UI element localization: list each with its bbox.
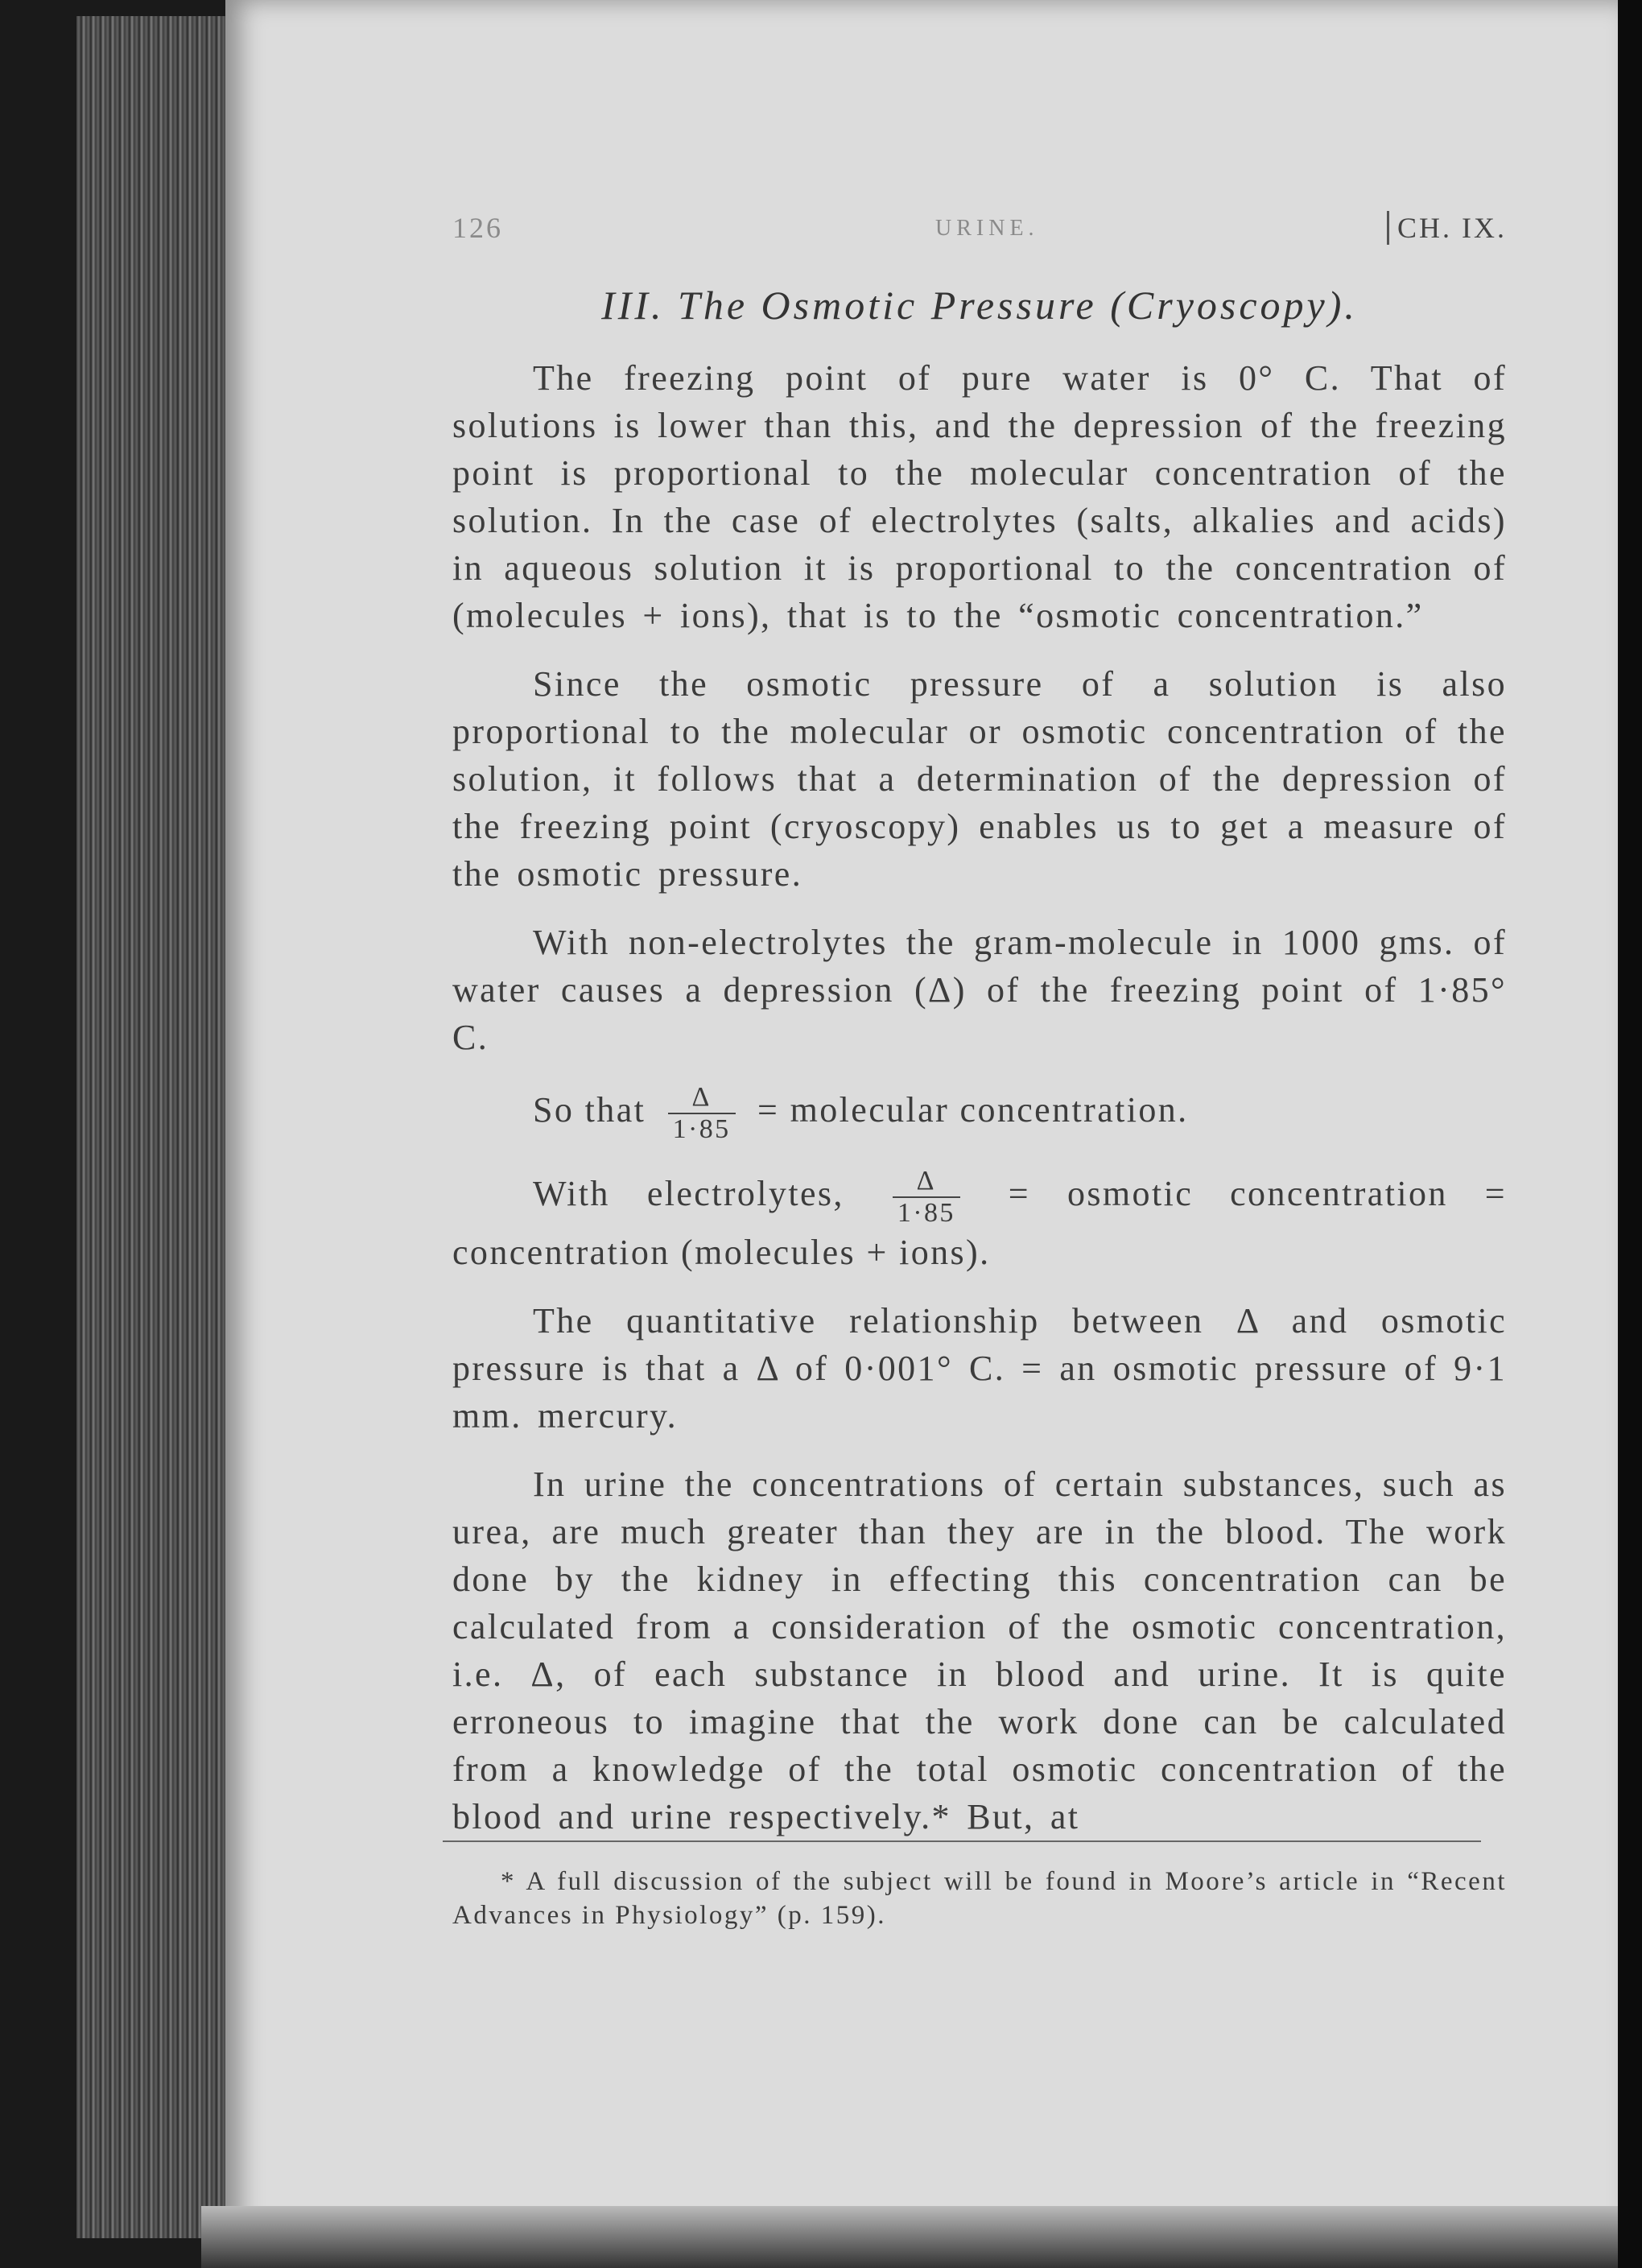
- footnote-text: * A full discussion of the subject will be found in Moore’s article in “Recent Advances in Physiology” (p. 159).: [452, 1867, 1507, 1930]
- formula-rest: = osmotic concentration = concentration (molecules + ions).: [452, 1174, 1507, 1272]
- page-header: [452, 211, 1507, 259]
- fraction-denominator: 1·85: [672, 1114, 731, 1144]
- paragraph: The quantitative relationship between Δ and osmotic pressure is that a Δ of 0·001° C. = an osmotic pressure of 9·1 mm. mercury.: [452, 1301, 1507, 1436]
- fraction-denominator: 1·85: [897, 1198, 955, 1228]
- paragraph: The freezing point of pure water is 0° C. That of solutions is lower than this, and the depression of the freezing point is proportional to the molecular concentration of the solution. In the case of electrolytes (salts, alkalies and acids) in aqueous solution it is proportional to the concentration of (molecules + ions), that is to the “osmotic concentration.”: [452, 358, 1507, 635]
- page-number: 126: [452, 212, 503, 244]
- running-head: URINE.: [935, 216, 1039, 241]
- paragraph: In urine the concentrations of certain substances, such as urea, are much greater than they are in the blood. The work done by the kidney in effecting this concentration can be calculated from a consideration of the osmotic concentration, i.e. Δ, of each substance in blood and urine. It is quite erroneous to imagine that the work done can be calculated from a knowledge of the total osmotic concentration of the blood and urine respectively.* But, at: [452, 1464, 1507, 1836]
- book-page-edges: [76, 16, 237, 2238]
- paragraph: Since the osmotic pressure of a solution is also proportional to the molecular or osmotic concentration of the solution, it follows that a determination of the depression of the freezing point (cryoscopy) enables us to get a measure of the osmotic pressure.: [452, 664, 1507, 894]
- formula-rest: = molecular concentration.: [757, 1090, 1189, 1130]
- fraction: [668, 1082, 736, 1145]
- fraction-numerator: Δ: [893, 1166, 960, 1198]
- paragraph: With non-electrolytes the gram-molecule in 1000 gms. of water causes a depression (Δ) of the freezing point of 1·85° C.: [452, 923, 1507, 1057]
- formula-lead: With electrolytes,: [533, 1174, 844, 1214]
- formula-electrolytes: [452, 1166, 1507, 1276]
- chapter-label: CH. IX.: [1387, 211, 1507, 245]
- fraction-numerator: Δ: [668, 1082, 736, 1114]
- body-text: [452, 354, 1507, 1861]
- section-title: III. The Osmotic Pressure (Cryoscopy).: [601, 283, 1358, 328]
- formula-molecular: [452, 1082, 1507, 1145]
- right-shadow: [1618, 0, 1642, 2268]
- footnote: [452, 1865, 1507, 1932]
- footnote-rule: [443, 1840, 1481, 1842]
- formula-lead: So that: [533, 1090, 646, 1130]
- bottom-shadow: [201, 2206, 1618, 2268]
- fraction: [893, 1166, 960, 1229]
